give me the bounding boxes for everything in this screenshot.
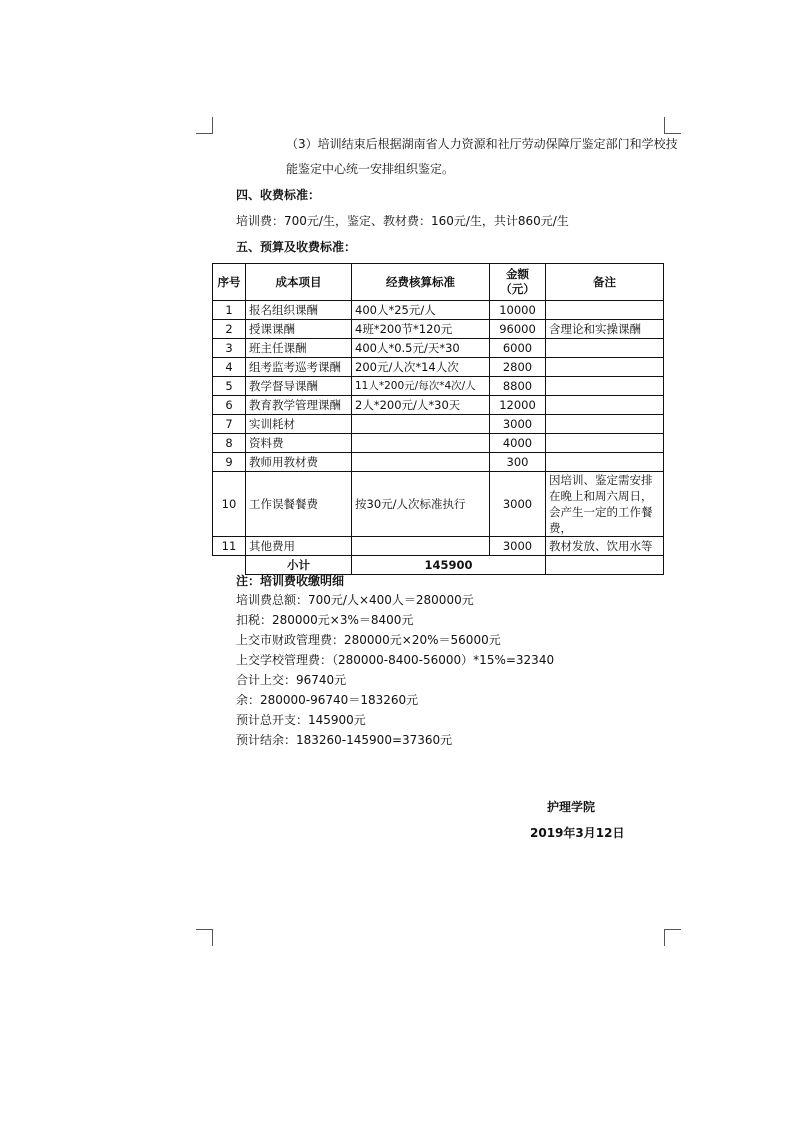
row-amount: 3000 [490, 415, 546, 434]
row-standard: 4班*200节*120元 [352, 320, 490, 339]
header-note: 备注 [546, 264, 664, 301]
notes-line: 上交市财政管理费：280000元×20%＝56000元 [236, 633, 501, 647]
row-no: 2 [213, 320, 246, 339]
header-standard: 经费核算标准 [352, 264, 490, 301]
row-no: 11 [213, 537, 246, 556]
row-no: 9 [213, 453, 246, 472]
row-item: 报名组织课酬 [246, 301, 352, 320]
row-amount: 10000 [490, 301, 546, 320]
section4-heading: 四、收费标准： [236, 188, 321, 202]
crop-mark-bottom-right [664, 929, 681, 946]
row-amount: 300 [490, 453, 546, 472]
row-note [546, 358, 664, 377]
item3-line1: （3）培训结束后根据湖南省人力资源和社厅劳动保障厅鉴定部门和学校技 [286, 137, 678, 151]
row-standard: 2人*200元/人*30天 [352, 396, 490, 415]
row-item: 其他费用 [246, 537, 352, 556]
row-amount: 3000 [490, 537, 546, 556]
header-item: 成本项目 [246, 264, 352, 301]
row-amount: 8800 [490, 377, 546, 396]
table-row [213, 472, 664, 537]
row-item: 实训耗材 [246, 415, 352, 434]
row-no: 6 [213, 396, 246, 415]
row-item: 资料费 [246, 434, 352, 453]
row-amount: 96000 [490, 320, 546, 339]
row-item: 工作误餐餐费 [246, 472, 352, 537]
row-no: 3 [213, 339, 246, 358]
signature-date: 2019年3月12日 [530, 826, 625, 840]
item3-line2: 能鉴定中心统一安排组织鉴定。 [286, 162, 455, 176]
row-no: 10 [213, 472, 246, 537]
budget-table [212, 263, 664, 575]
row-standard: 按30元/人次标准执行 [352, 472, 490, 537]
notes-line: 余：280000-96740＝183260元 [236, 693, 419, 707]
row-amount: 12000 [490, 396, 546, 415]
signature-org: 护理学院 [547, 800, 596, 814]
section5-heading: 五、预算及收费标准： [236, 240, 357, 254]
notes-line: 上交学校管理费：（280000-8400-56000）*15%=32340 [236, 653, 555, 667]
row-standard [352, 537, 490, 556]
row-amount: 4000 [490, 434, 546, 453]
row-item: 教育教学管理课酬 [246, 396, 352, 415]
row-no: 4 [213, 358, 246, 377]
row-standard: 400人*0.5元/天*30 [352, 339, 490, 358]
total-label: 小计 [246, 556, 352, 575]
row-note: 含理论和实操课酬 [546, 320, 664, 339]
row-note [546, 415, 664, 434]
row-no: 5 [213, 377, 246, 396]
row-standard [352, 415, 490, 434]
row-no: 1 [213, 301, 246, 320]
crop-mark-top-right [664, 117, 681, 134]
table-row [213, 358, 664, 377]
header-amount: 金额（元） [490, 264, 546, 301]
notes-heading: 注：培训费收缴明细 [236, 574, 345, 588]
row-note: 因培训、鉴定需安排在晚上和周六周日，会产生一定的工作餐费， [546, 472, 664, 537]
notes-line: 预计结余：183260-145900=37360元 [236, 733, 453, 747]
table-row [213, 339, 664, 358]
row-item: 组考监考巡考课酬 [246, 358, 352, 377]
row-amount: 2800 [490, 358, 546, 377]
row-note [546, 434, 664, 453]
row-standard [352, 434, 490, 453]
row-no: 7 [213, 415, 246, 434]
notes-line: 合计上交：96740元 [236, 673, 347, 687]
row-item: 班主任课酬 [246, 339, 352, 358]
row-standard [352, 453, 490, 472]
table-row [213, 377, 664, 396]
table-row [213, 537, 664, 556]
table-row [213, 320, 664, 339]
notes-line: 扣税：280000元×3%＝8400元 [236, 613, 414, 627]
header-no: 序号 [213, 264, 246, 301]
notes-line: 预计总开支：145900元 [236, 713, 366, 727]
crop-mark-top-left [196, 117, 213, 134]
crop-mark-bottom-left [196, 929, 213, 946]
row-note [546, 453, 664, 472]
table-header-row [213, 264, 664, 301]
table-row [213, 301, 664, 320]
row-note: 教材发放、饮用水等 [546, 537, 664, 556]
row-amount: 6000 [490, 339, 546, 358]
row-item: 教学督导课酬 [246, 377, 352, 396]
section4-body: 培训费：700元/生，鉴定、教材费：160元/生，共计860元/生 [236, 214, 569, 228]
table-row [213, 396, 664, 415]
row-item: 授课课酬 [246, 320, 352, 339]
row-standard: 400人*25元/人 [352, 301, 490, 320]
row-standard: 200元/人次*14人次 [352, 358, 490, 377]
row-note [546, 339, 664, 358]
table-row [213, 434, 664, 453]
total-value: 145900 [352, 556, 546, 575]
notes-line: 培训费总额：700元/人×400人＝280000元 [236, 593, 474, 607]
row-note [546, 301, 664, 320]
table-row [213, 415, 664, 434]
table-row [213, 453, 664, 472]
row-standard: 11人*200元/每次*4次/人 [352, 377, 490, 396]
row-item: 教师用教材费 [246, 453, 352, 472]
row-note [546, 377, 664, 396]
row-note [546, 396, 664, 415]
row-amount: 3000 [490, 472, 546, 537]
row-no: 8 [213, 434, 246, 453]
